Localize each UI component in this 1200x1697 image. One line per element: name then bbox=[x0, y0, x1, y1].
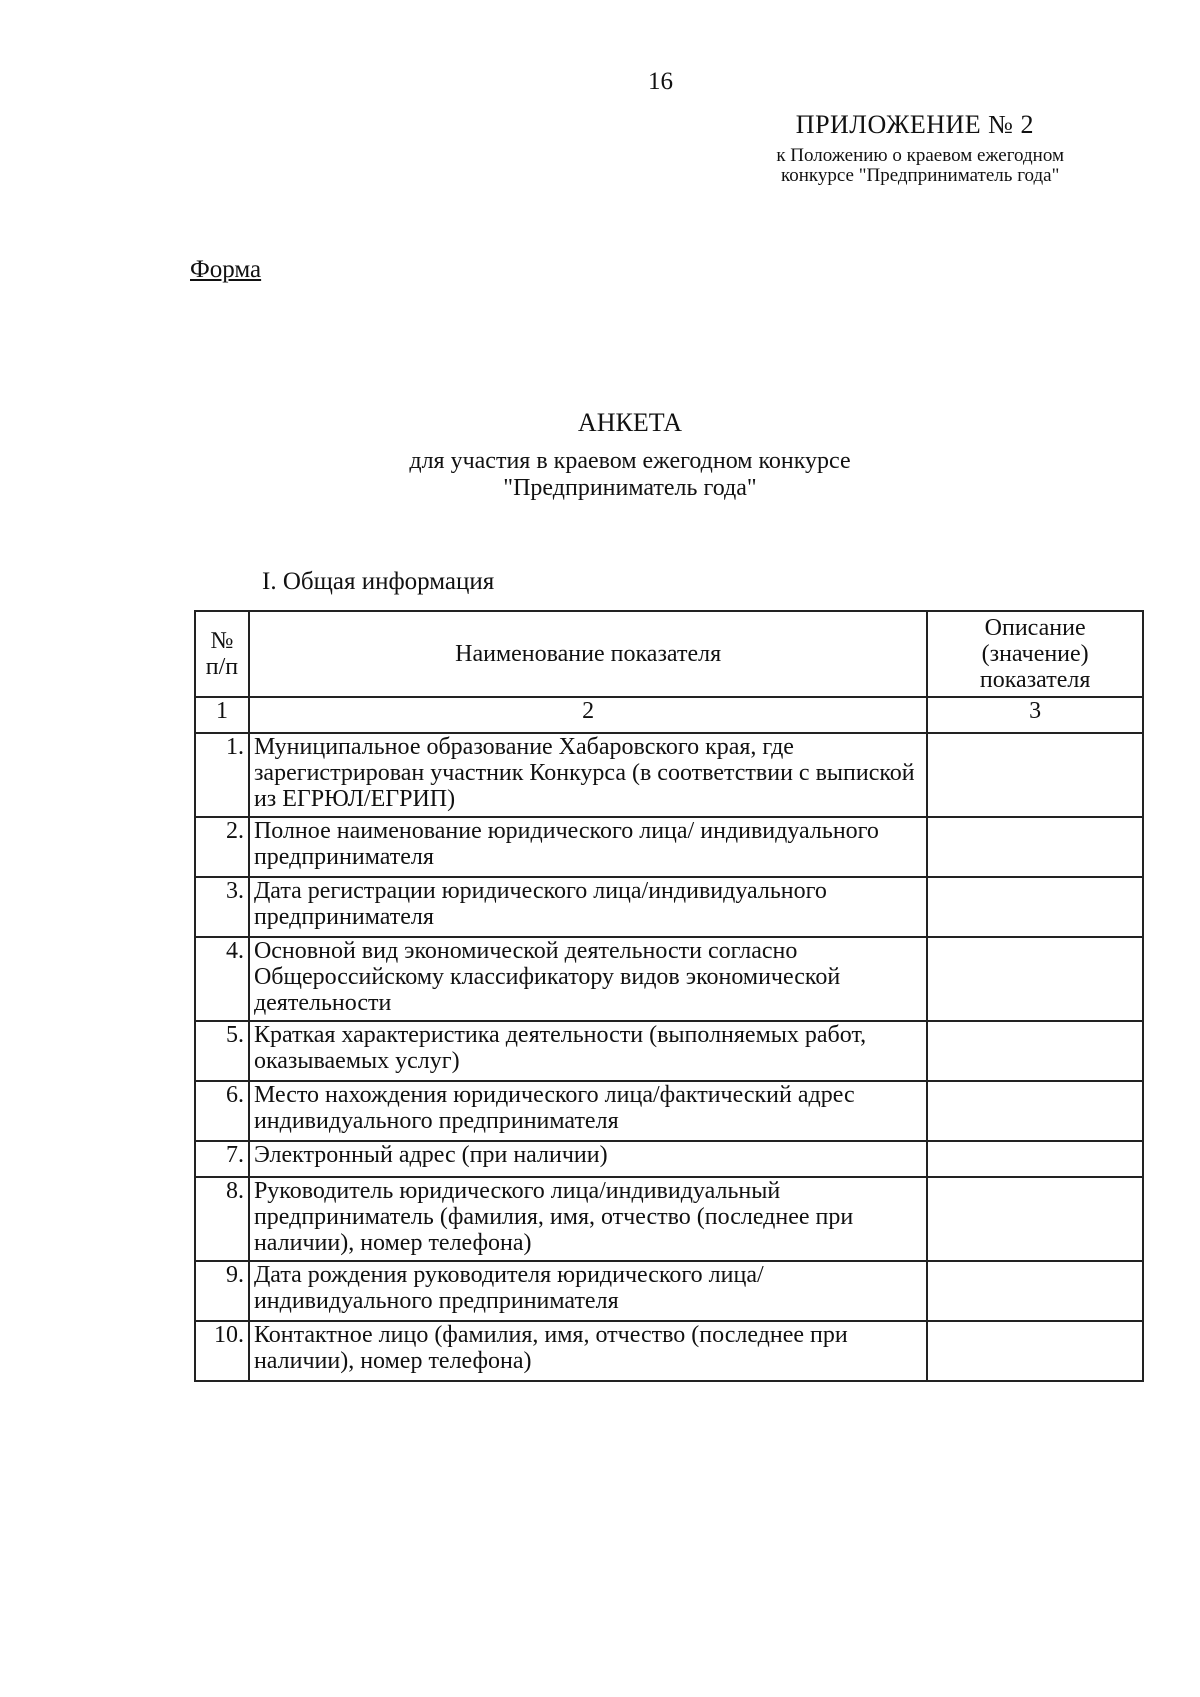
row-value-cell[interactable] bbox=[927, 817, 1143, 877]
table-row bbox=[195, 817, 1143, 877]
index-cell-3: 3 bbox=[927, 697, 1143, 733]
survey-title: АНКЕТА bbox=[577, 408, 683, 437]
row-number: 5. bbox=[195, 1021, 249, 1081]
row-indicator-name: Краткая характеристика деятельности (выполняемых работ, оказываемых услуг) bbox=[249, 1021, 927, 1081]
survey-subtitle-line-1: для участия в краевом ежегодном конкурсе bbox=[409, 448, 851, 474]
row-number: 4. bbox=[195, 937, 249, 1021]
row-value-cell[interactable] bbox=[927, 1141, 1143, 1177]
survey-table bbox=[194, 610, 1144, 1382]
row-indicator-name: Муниципальное образование Хабаровского края, где зарегистрирован участник Конкурса (в соответствии с выпиской из ЕГРЮЛ/ЕГРИП) bbox=[249, 733, 927, 817]
table-row bbox=[195, 1081, 1143, 1141]
header-num-line-2: п/п bbox=[205, 654, 239, 680]
table-header-row bbox=[195, 611, 1143, 697]
row-number: 6. bbox=[195, 1081, 249, 1141]
survey-subtitle-line-2: "Предприниматель года" bbox=[503, 475, 757, 501]
table-row bbox=[195, 1141, 1143, 1177]
header-value-line-3: показателя bbox=[979, 667, 1091, 693]
page-number: 16 bbox=[648, 68, 673, 95]
row-value-cell[interactable] bbox=[927, 1261, 1143, 1321]
row-indicator-name: Дата рождения руководителя юридического лица/ индивидуального предпринимателя bbox=[249, 1261, 927, 1321]
row-indicator-name: Электронный адрес (при наличии) bbox=[249, 1141, 927, 1177]
row-value-cell[interactable] bbox=[927, 1021, 1143, 1081]
row-indicator-name: Полное наименование юридического лица/ индивидуального предпринимателя bbox=[249, 817, 927, 877]
section-title: I. Общая информация bbox=[262, 568, 495, 595]
table-row bbox=[195, 1177, 1143, 1261]
table-row bbox=[195, 1261, 1143, 1321]
appendix-line-2: конкурсе "Предприниматель года" bbox=[780, 165, 1060, 186]
row-number: 10. bbox=[195, 1321, 249, 1381]
row-indicator-name: Контактное лицо (фамилия, имя, отчество (последнее при наличии), номер телефона) bbox=[249, 1321, 927, 1381]
row-value-cell[interactable] bbox=[927, 1081, 1143, 1141]
table-row bbox=[195, 1321, 1143, 1381]
table-index-row bbox=[195, 697, 1143, 733]
row-value-cell[interactable] bbox=[927, 937, 1143, 1021]
appendix-block bbox=[776, 110, 1064, 186]
table-row bbox=[195, 733, 1143, 817]
appendix-line-1: к Положению о краевом ежегодном bbox=[776, 145, 1064, 166]
row-indicator-name: Место нахождения юридического лица/фактический адрес индивидуального предпринимателя bbox=[249, 1081, 927, 1141]
header-num-line-1: № bbox=[210, 628, 234, 654]
row-indicator-name: Дата регистрации юридического лица/индивидуального предпринимателя bbox=[249, 877, 927, 937]
appendix-title: ПРИЛОЖЕНИЕ № 2 bbox=[795, 110, 1034, 139]
table-row bbox=[195, 937, 1143, 1021]
table-row bbox=[195, 1021, 1143, 1081]
index-cell-1: 1 bbox=[195, 697, 249, 733]
row-number: 7. bbox=[195, 1141, 249, 1177]
index-cell-2: 2 bbox=[249, 697, 927, 733]
row-number: 9. bbox=[195, 1261, 249, 1321]
row-indicator-name: Основной вид экономической деятельности согласно Общероссийскому классификатору видов экономической деятельности bbox=[249, 937, 927, 1021]
row-number: 1. bbox=[195, 733, 249, 817]
row-value-cell[interactable] bbox=[927, 733, 1143, 817]
row-indicator-name: Руководитель юридического лица/индивидуальный предприниматель (фамилия, имя, отчество (последнее при наличии), номер телефона) bbox=[249, 1177, 927, 1261]
row-number: 3. bbox=[195, 877, 249, 937]
header-value bbox=[927, 611, 1143, 697]
table-row bbox=[195, 877, 1143, 937]
header-value-line-2: (значение) bbox=[981, 641, 1089, 667]
form-label: Форма bbox=[190, 256, 262, 283]
row-value-cell[interactable] bbox=[927, 877, 1143, 937]
header-name: Наименование показателя bbox=[249, 611, 927, 697]
row-value-cell[interactable] bbox=[927, 1321, 1143, 1381]
row-number: 8. bbox=[195, 1177, 249, 1261]
appendix-subtitle bbox=[776, 146, 1064, 186]
header-value-line-1: Описание bbox=[984, 615, 1086, 641]
survey-subtitle bbox=[0, 448, 1200, 502]
header-num bbox=[195, 611, 249, 697]
row-value-cell[interactable] bbox=[927, 1177, 1143, 1261]
row-number: 2. bbox=[195, 817, 249, 877]
